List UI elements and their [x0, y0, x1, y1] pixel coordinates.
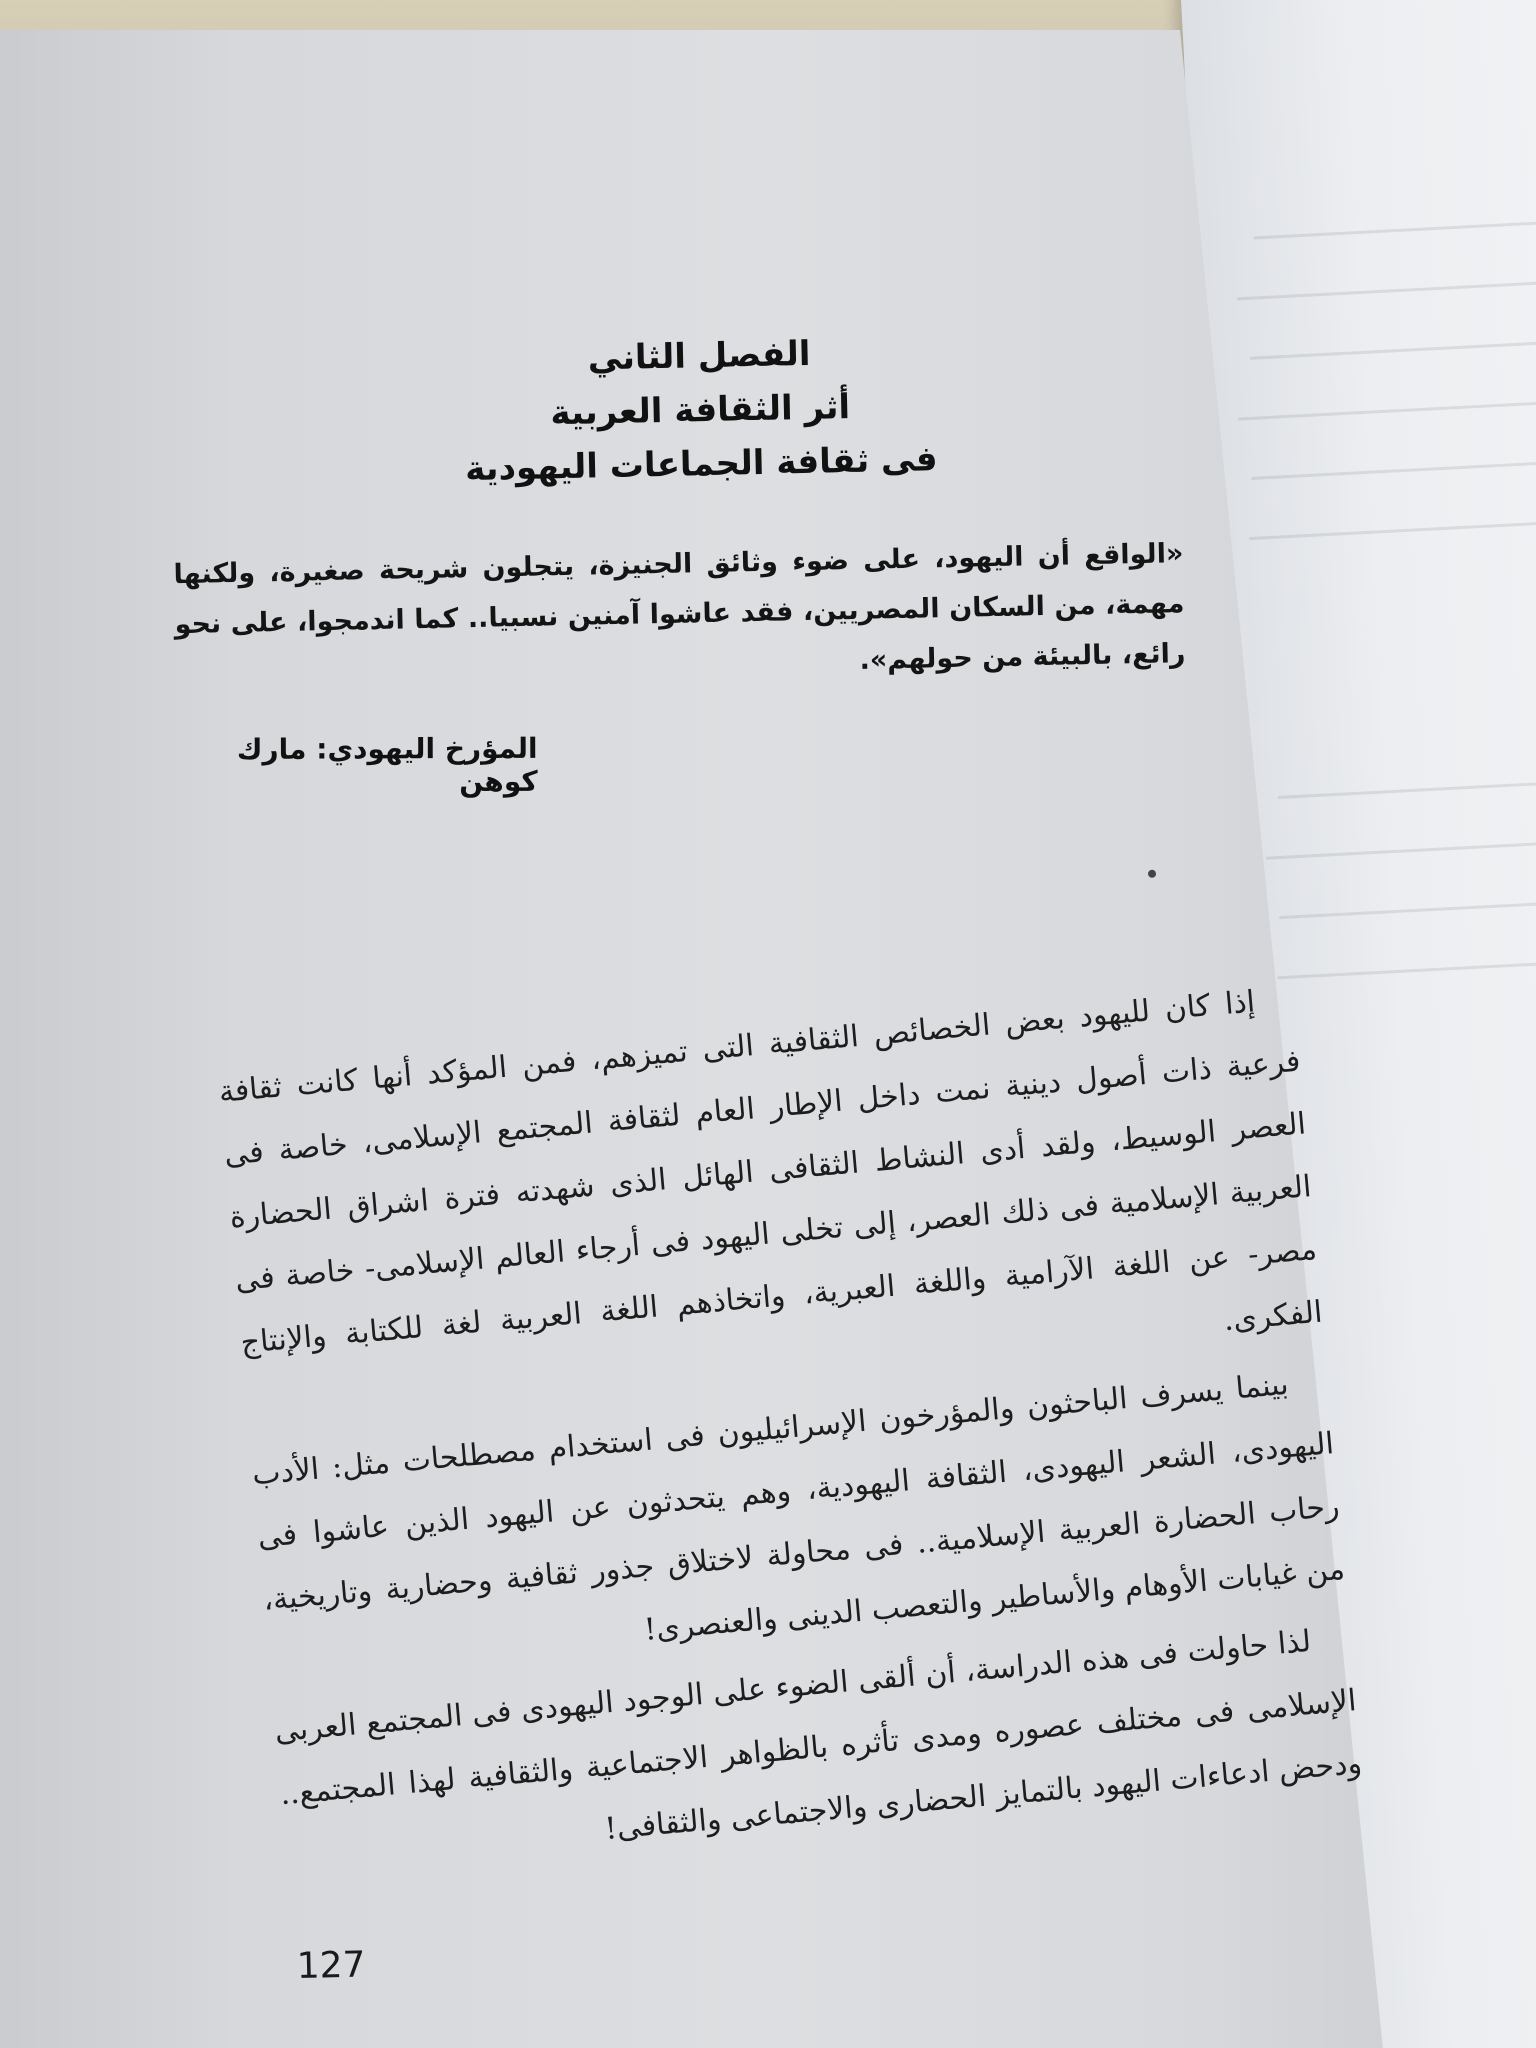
chapter-title-line-2: فى ثقافة الجماعات اليهودية — [464, 439, 939, 490]
chapter-label: الفصل الثاني — [587, 333, 811, 379]
epigraph-quote: «الواقع أن اليهود، على ضوء وثائق الجنيزة، يتجلون شريحة صغيرة، ولكنها مهمة، من السكان المصريين، فقد عاشوا آمنين نسبيا.. كما اندمجوا، على نحو رائع، بالبيئة من حولهم». — [173, 538, 1186, 676]
body-paragraph-1: إذا كان لليهود بعض الخصائص الثقافية التى تميزهم، فمن المؤكد أنها كانت ثقافة فرعية ذات أصول دينية نمت داخل الإطار العام لثقافة المجتمع الإسلامى، خاصة فى العصر الوسيط، ولقد أدى النشاط الثقافى الهائل الذى شهدته فترة اشراق الحضارة العربية الإسلامية فى ذلك العصر، إلى تخلى اليهود فى أرجاء العالم الإسلامى- خاصة فى مصر- عن اللغة الآرامية واللغة العبرية، واتخاذهم اللغة العربية لغة للكتابة والإنتاج الفكرى. — [217, 984, 1324, 1361]
page-number: 127 — [296, 1944, 366, 1987]
ink-dot — [1148, 870, 1156, 878]
epigraph-attribution: المؤرخ اليهودي: مارك كوهن — [236, 731, 538, 799]
body-paragraph-2: بينما يسرف الباحثون والمؤرخون الإسرائيليون فى استخدام مصطلحات مثل: الأدب اليهودى، الشعر اليهودى، الثقافة اليهودية، وهم يتحدثون عن اليهود الذين عاشوا فى رحاب الحضارة العربية الإسلامية.. فى محاولة لاختلاق جذور ثقافية وحضارية وتاريخية، من غيابات الأوهام والأساطير والتعصب الدينى والعنصرى! — [250, 1366, 1347, 1648]
chapter-title-line-1: أثر الثقافة العربية — [549, 387, 851, 434]
body-paragraph-3: لذا حاولت فى هذه الدراسة، أن ألقى الضوء على الوجود اليهودى فى المجتمع العربى الإسلامى فى مختلف عصوره ومدى تأثره بالظواهر الاجتماعية والثقافية لهذا المجتمع.. ودحض ادعاءات اليهود بالتمايز الحضارى والاجتماعى والثقافى! — [273, 1623, 1364, 1847]
chapter-heading — [419, 323, 982, 497]
body-text — [216, 967, 1365, 1895]
